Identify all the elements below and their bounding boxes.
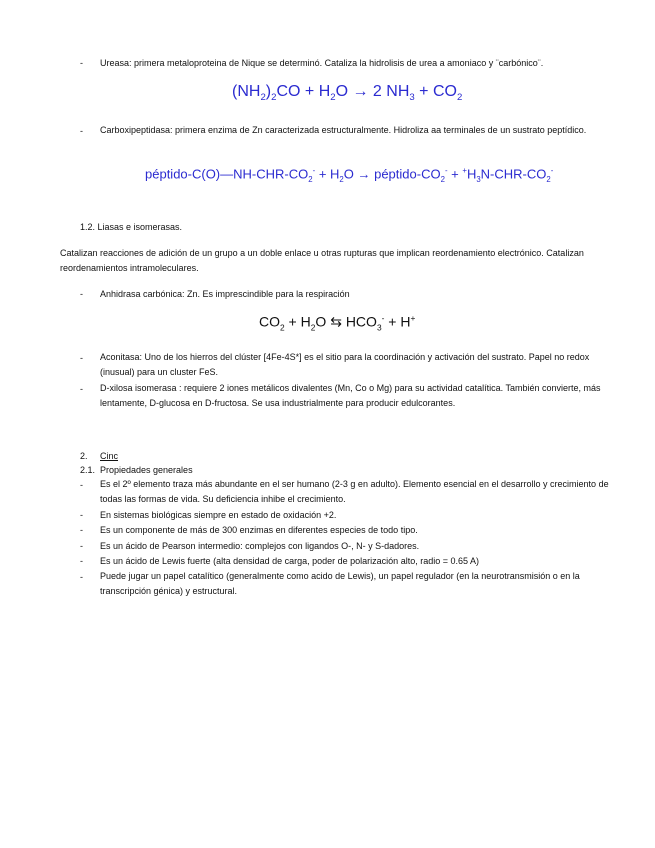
liasas-intro-paragraph: Catalizan reacciones de adición de un grupo a un doble enlace u otras rupturas que implican reordenamiento electrónico. Catalizan reordenamientos intramoleculares.: [60, 248, 584, 273]
bullet-dash: -: [80, 58, 83, 68]
cinc-bullet: Es un componente de más de 300 enzimas en diferentes especies de todo tipo.: [100, 525, 418, 535]
cinc-bullet: Es un ácido de Lewis fuerte (alta densidad de carga, poder de polarización alto, radio = 0.65 A): [100, 556, 479, 566]
bullet-dash: -: [80, 126, 83, 136]
bullet-dash: -: [80, 556, 83, 566]
carboxipeptidasa-item: Carboxipeptidasa: primera enzima de Zn caracterizada estructuralmente. Hidroliza aa terminales de un sustrato peptídico.: [100, 125, 587, 135]
cinc-bullet: En sistemas biológicas siempre en estado de oxidación +2.: [100, 510, 337, 520]
co2-hydration-equation: $CO_2 + H_2O$ ⇆ $HCO_3^- + H^+$: [259, 313, 416, 333]
section-number-2: 2.: [80, 451, 88, 461]
bullet-dash: -: [80, 480, 83, 490]
urea-hydrolysis-equation: $(NH_2)_2CO + H_2O \to 2$ $NH_3 + CO_2$: [232, 83, 463, 104]
section-heading-1-2: 1.2. Liasas e isomerasas.: [80, 222, 183, 232]
xilosa-isomerasa-item: D-xilosa isomerasa : requiere 2 iones metálicos divalentes (Mn, Co o Mg) para su actividad catalítica. También convierte, más lentamente, D-glucosa en D-fructosa. Se usa industrialmente para producir edulcorantes.: [100, 383, 601, 408]
bullet-dash: -: [80, 384, 83, 394]
bullet-dash: -: [80, 289, 83, 299]
section-title-cinc: Cinc: [100, 451, 119, 461]
bullet-dash: -: [80, 541, 83, 551]
bullet-dash: -: [80, 525, 83, 535]
section-title-propiedades: Propiedades generales: [100, 465, 193, 475]
bullet-dash: -: [80, 353, 83, 363]
cinc-bullet: Puede jugar un papel catalítico (generalmente como acido de Lewis), un papel regulador (en la neurotransmisión o en la transcripción génica) y estructural.: [100, 571, 580, 596]
peptide-hydrolysis-equation: péptido-$C(O)—NH-CHR-CO_2^- + H_2O$ → péptido-$CO_2^- + ^+H_3N-CHR-CO_2^-$: [145, 166, 554, 184]
bullet-dash: -: [80, 572, 83, 582]
anhidrasa-item: Anhidrasa carbónica: Zn. Es imprescindible para la respiración: [100, 289, 350, 299]
cinc-bullet: Es el 2º elemento traza más abundante en el ser humano (2-3 g en adulto). Elemento esencial en el desarrollo y crecimiento de todas las formas de vida. Su deficiencia inhibe el crecimiento.: [100, 479, 609, 504]
aconitasa-item: Aconitasa: Uno de los hierros del clúster [4Fe-4S*] es el sitio para la coordinación y activación del sustrato. Papel no redox (inusual) para un cluster FeS.: [100, 352, 590, 377]
cinc-bullet: Es un ácido de Pearson intermedio: complejos con ligandos O-, N- y S-dadores.: [100, 541, 420, 551]
section-number-2-1: 2.1.: [80, 465, 96, 475]
ureasa-item: Ureasa: primera metaloproteina de Nique se determinó. Cataliza la hidrolisis de urea a amoniaco y ¨carbónico¨.: [100, 58, 544, 68]
bullet-dash: -: [80, 510, 83, 520]
